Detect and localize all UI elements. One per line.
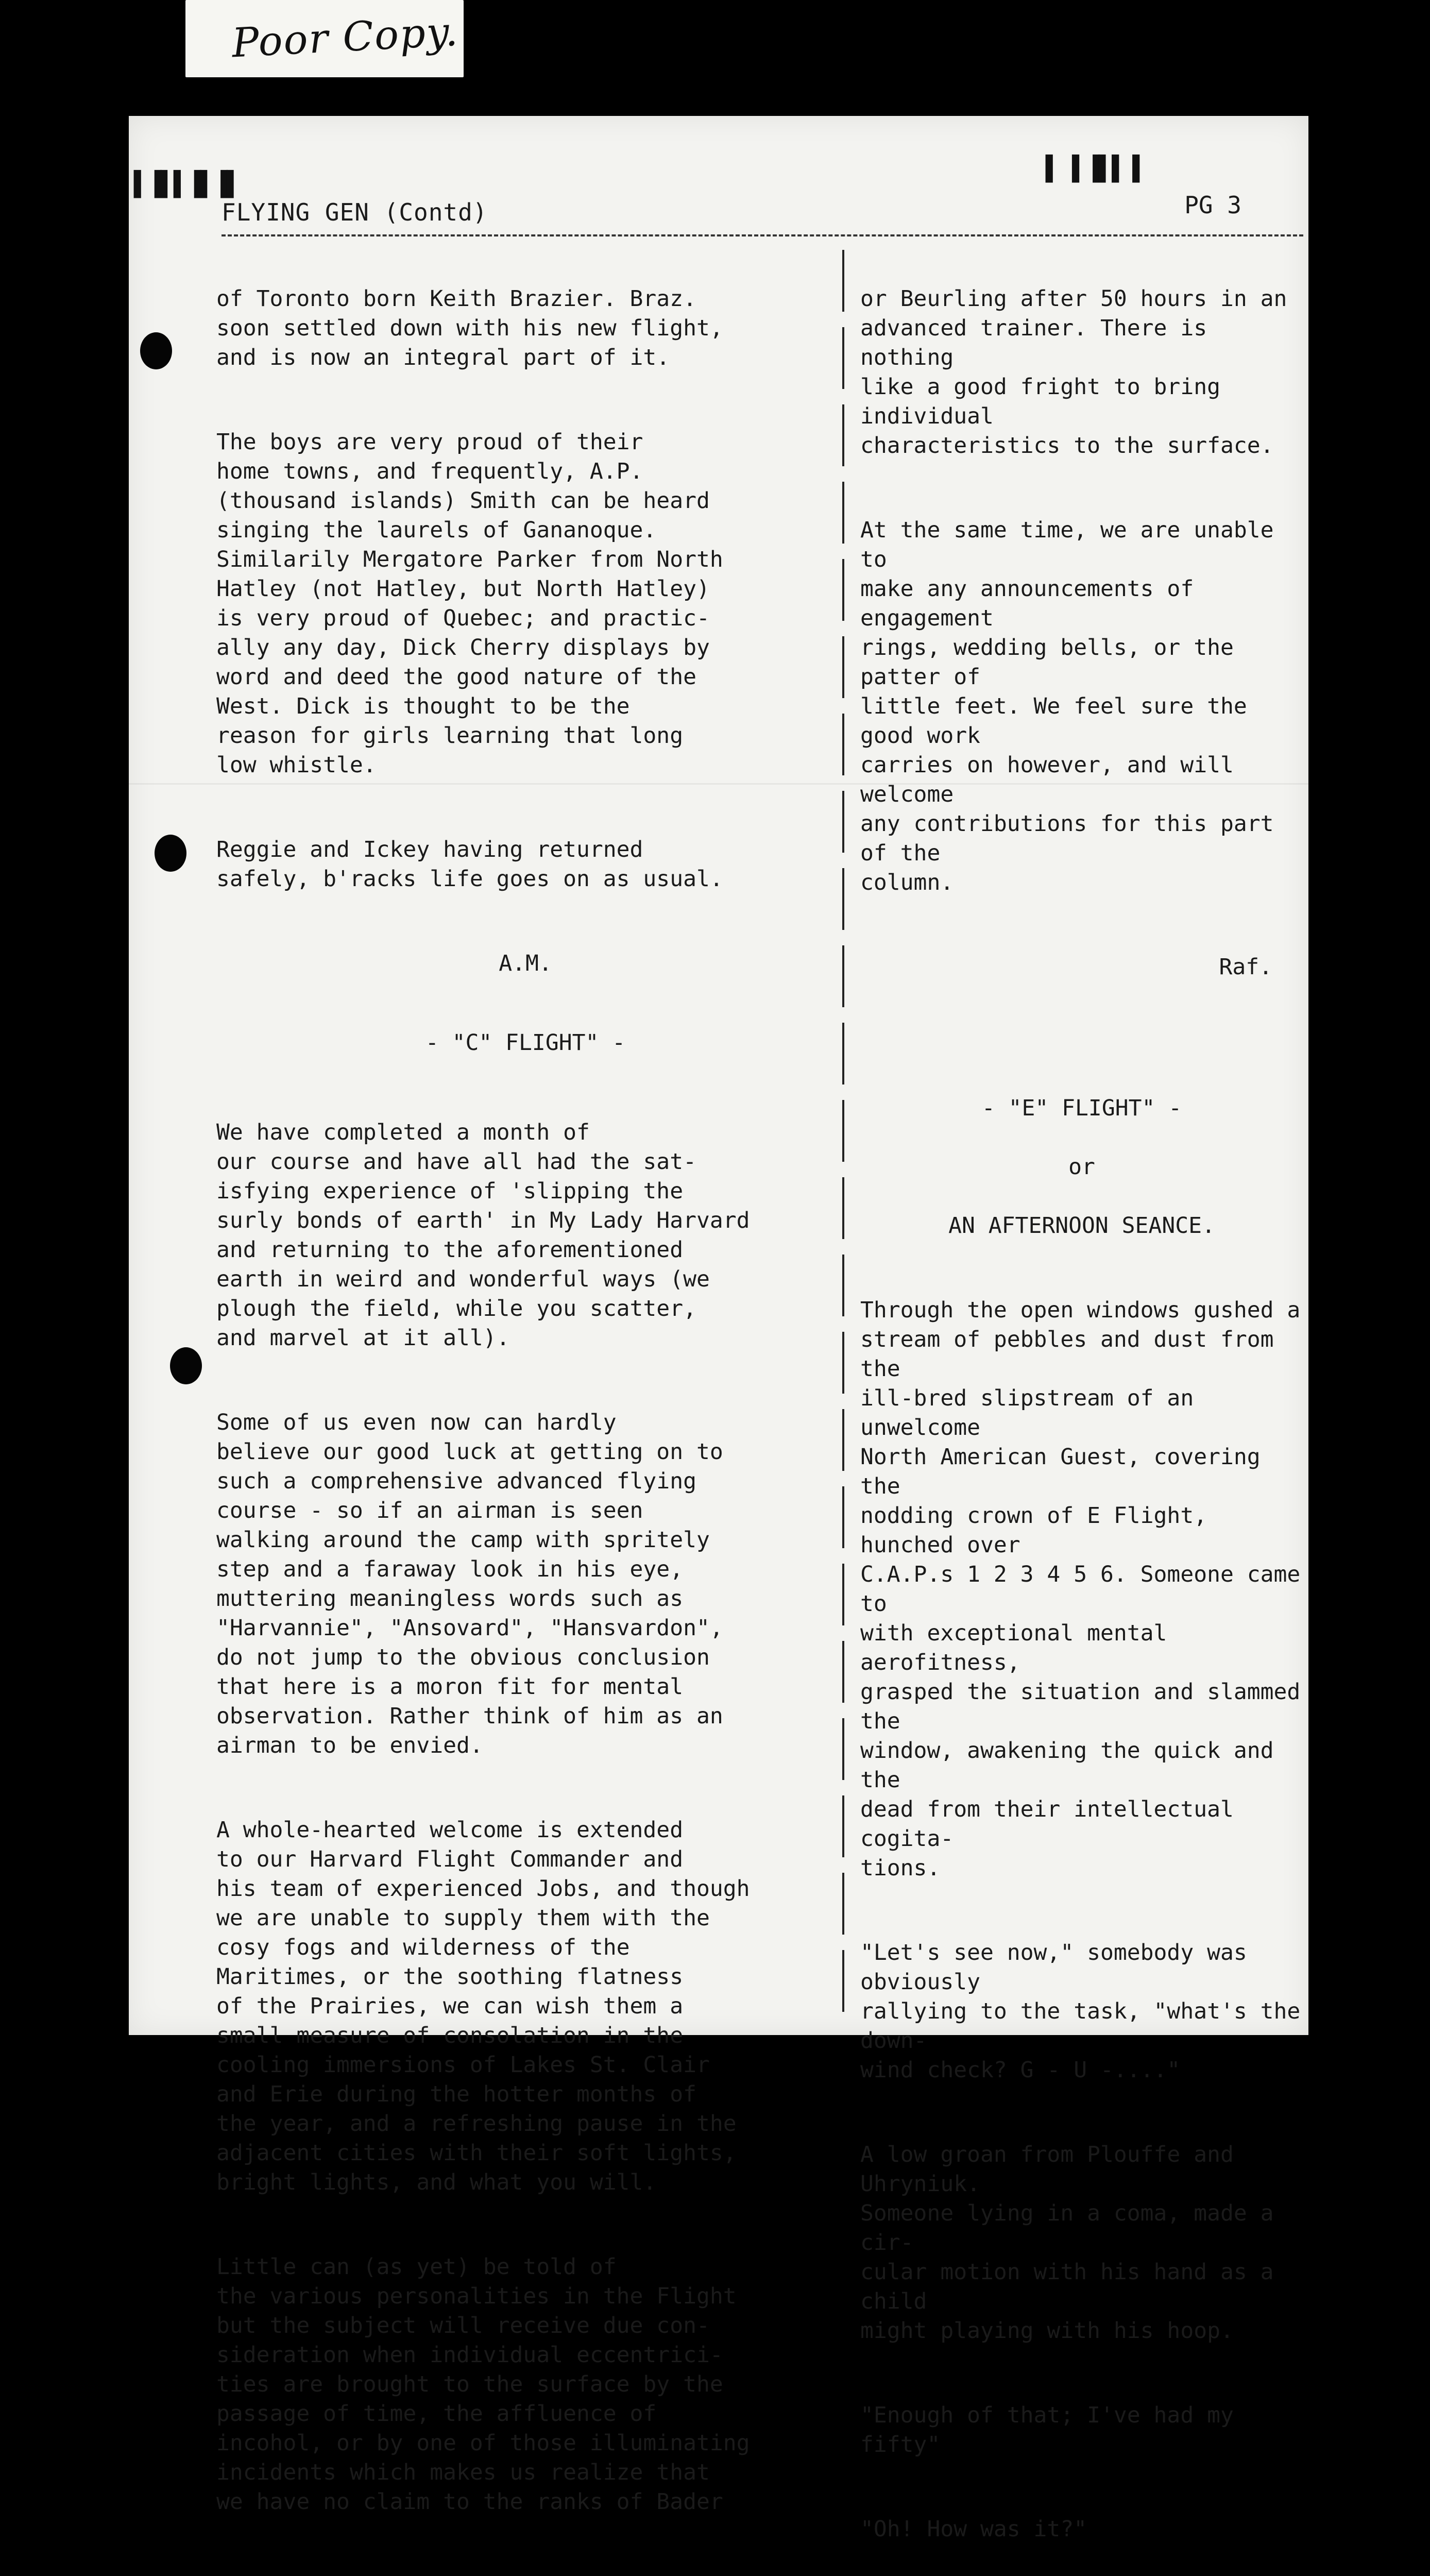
header-title: FLYING GEN (Contd)	[222, 198, 488, 226]
page-header	[222, 191, 1303, 236]
c-flight-heading: - "C" FLIGHT" -	[425, 1030, 626, 1056]
right-paragraph-2: At the same time, we are unable to make any announcements of engagement rings, wedding bells, or the patter of little feet. We feel sure the good work carries on however, and will welcome any contributions for this part of the column.	[860, 517, 1274, 895]
margin-ticks-left: ▌▐▌▌▐▌▐▌	[134, 170, 240, 198]
punch-hole-top	[140, 332, 172, 369]
margin-ticks-right: ▌ ▌▐▌▌▐	[1046, 155, 1138, 182]
right-column	[860, 255, 1303, 2576]
handwritten-annotation: Poor Copy.	[230, 8, 460, 67]
punch-hole-bottom	[170, 1347, 202, 1384]
page-number: PG 3	[1184, 191, 1241, 219]
right-paragraph-3: Through the open windows gushed a stream of pebbles and dust from the ill-bred slipstream of an unwelcome North American Guest, covering the nodding crown of E Flight, hunched over C.A.P.s 1 2 3 4 5 6. Someone came to with exceptional mental aerofitness, grasped the situation and slammed the window, awakening the quick and the dead from their intellectual cogita- tions.	[860, 1297, 1301, 1881]
left-paragraph-7: Little can (as yet) be told of the various personalities in the Flight but the subject will receive due con- sideration when individual eccentrici- ties are brought to the surface by the passage of time, the affluence of incohol, or by one of those illuminating incidents which makes us realize that we have no claim to the ranks of Bader	[216, 2254, 750, 2515]
right-paragraph-4: "Let's see now," somebody was obviously rallying to the task, "what's the down- wind check? G - U -...."	[860, 1940, 1301, 2083]
column-divider	[842, 250, 844, 2012]
e-flight-subheading: AN AFTERNOON SEANCE.	[948, 1213, 1215, 1239]
poor-copy-label	[185, 0, 464, 77]
right-paragraph-5: A low groan from Plouffe and Uhryniuk. Someone lying in a coma, made a cir- cular motion with his hand as a child might playing with his hoop.	[860, 2142, 1274, 2344]
e-flight-heading: - "E" FLIGHT" -	[981, 1095, 1182, 1121]
signature-am: A.M.	[499, 951, 552, 976]
document-page	[129, 116, 1308, 2542]
left-paragraph-3: Reggie and Ickey having returned safely, b'racks life goes on as usual.	[216, 837, 723, 892]
left-paragraph-2: The boys are very proud of their home towns, and frequently, A.P. (thousand islands) Smith can be heard singing the laurels of Gananoque. Similarily Mergatore Parker from North Hatley (not Hatley, but North Hatley) is very proud of Quebec; and practic- ally any day, Dick Cherry displays by word and deed the good nature of the West. Dick is thought to be the reason for girls learning that long low whistle.	[216, 429, 723, 778]
left-paragraph-5: Some of us even now can hardly believe our good luck at getting on to such a comprehensive advanced flying course - so if an airman is seen walking around the camp with spritely step and a faraway look in his eye, muttering meaningless words such as "Harvannie", "Ansovard", "Hansvardon", do not jump to the obvious conclusion that here is a moron fit for mental observation. Rather think of him as an airman to be envied.	[216, 1410, 723, 1758]
punch-hole-middle	[155, 835, 186, 872]
left-paragraph-4: We have completed a month of our course and have all had the sat- isfying experience of 'slipping the surly bonds of earth' in My Lady Harvard and returning to the aforementioned earth in weird and wonderful ways (we plough the field, while you scatter, and marvel at it all).	[216, 1120, 750, 1351]
right-paragraph-6: "Enough of that; I've had my fifty"	[860, 2402, 1234, 2458]
right-paragraph-7: "Oh! How was it?"	[860, 2516, 1087, 2542]
left-column	[216, 255, 835, 2572]
left-paragraph-6: A whole-hearted welcome is extended to our Harvard Flight Commander and his team of experienced Jobs, and though we are unable to supply them with the cosy fogs and wilderness of the Maritimes, or the soothing flatness of the Prairies, we can wish them a small measure of consolation in the cooling immersions of Lakes St. Clair and Erie during the hotter months of the year, and a refreshing pause in the adjacent cities with their soft lights, bright lights, and what you will.	[216, 1817, 750, 2195]
left-paragraph-1: of Toronto born Keith Brazier. Braz. soon settled down with his new flight, and is now an integral part of it.	[216, 286, 723, 370]
signature-raf: Raf.	[1219, 954, 1272, 980]
e-flight-heading-or: or	[1068, 1154, 1095, 1180]
right-paragraph-1: or Beurling after 50 hours in an advanced trainer. There is nothing like a good fright to bring individual characteristics to the surface.	[860, 286, 1287, 459]
